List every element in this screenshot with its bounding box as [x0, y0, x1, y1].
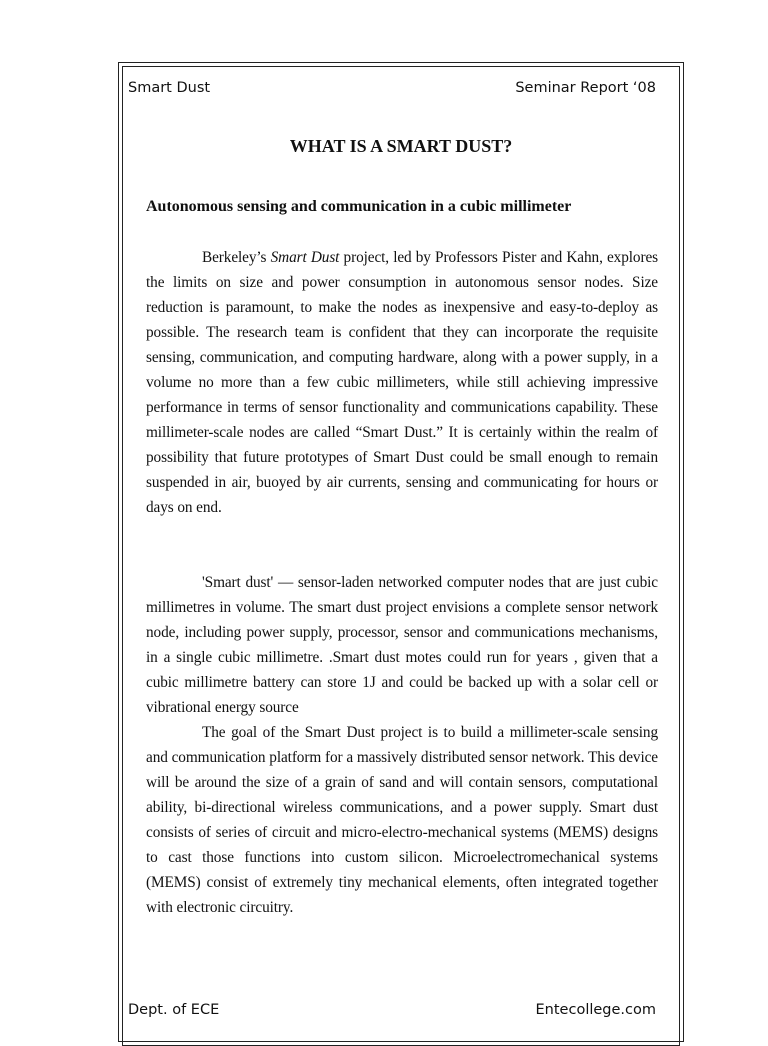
header-left: Smart Dust: [128, 80, 211, 96]
page-header: [128, 80, 656, 96]
page-footer: [128, 1002, 656, 1018]
paragraph-1-emphasis: Smart Dust: [270, 249, 340, 266]
header-right: Seminar Report ‘08: [515, 80, 656, 96]
footer-left: Dept. of ECE: [128, 1002, 220, 1018]
paragraph-1-rest: project, led by Professors Pister and Kahn, explores the limits on size and power consumption in autonomous sensor nodes. Size reduction is paramount, to make the nodes as inexpensive and easy-to-deploy as possible. The research team is confident that they can incorporate the requisite sensing, communication, and computing hardware, along with a power supply, in a volume no more than a few cubic millimeters, while still achieving impressive performance in terms of sensor functionality and communications capability. These millimeter-scale nodes are called “Smart Dust.” It is certainly within the realm of possibility that future prototypes of Smart Dust could be small enough to remain suspended in air, buoyed by air currents, sensing and communicating for hours or days on end.: [146, 249, 658, 516]
paragraph-1-lead: Berkeley’s: [202, 249, 271, 266]
footer-right: Entecollege.com: [535, 1002, 656, 1018]
page-title: WHAT IS A SMART DUST?: [289, 136, 513, 156]
paragraph-3: The goal of the Smart Dust project is to build a millimeter-scale sensing and communication platform for a massively distributed sensor network. This device will be around the size of a grain of sand and will contain sensors, computational ability, bi-directional wireless communications, and a power supply. Smart dust consists of series of circuit and micro-electro-mechanical systems (MEMS) designs to cast those functions into custom silicon. Microelectromechanical systems (MEMS) consist of extremely tiny mechanical elements, often integrated together with electronic circuitry.: [146, 724, 658, 916]
paragraph-2: 'Smart dust' — sensor-laden networked computer nodes that are just cubic millimetres in volume. The smart dust project envisions a complete sensor network node, including power supply, processor, sensor and communications mechanisms, in a single cubic millimetre. .Smart dust motes could run for years , given that a cubic millimetre battery can store 1J and could be backed up with a solar cell or vibrational energy source: [146, 574, 658, 716]
section-subtitle: Autonomous sensing and communication in a cubic millimeter: [146, 198, 572, 215]
paragraph-1: [146, 245, 658, 520]
